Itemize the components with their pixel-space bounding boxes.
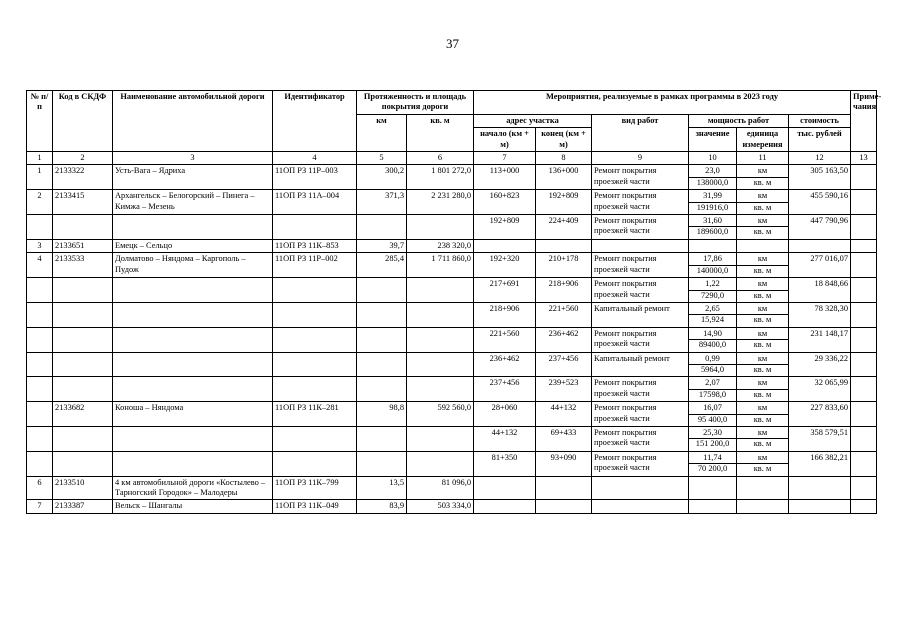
section-start-cell: 217+691 — [474, 278, 536, 303]
work-unit-cell — [737, 239, 789, 252]
work-unit-km: км — [757, 403, 768, 413]
road-name-cell: Усть-Вага – Ядриха — [113, 165, 273, 190]
row-number-cell: 1 — [27, 165, 53, 190]
work-unit-sqm: кв. м — [737, 265, 788, 276]
road-code-cell — [53, 327, 113, 352]
road-code-cell: 2133322 — [53, 165, 113, 190]
length-km-cell: 83,9 — [357, 500, 407, 513]
road-name-cell — [113, 302, 273, 327]
header-events: Мероприятия, реализуемые в рамках программы в 2023 году — [474, 91, 851, 115]
column-index-cell: 7 — [474, 152, 536, 165]
cost-cell: 455 590,16 — [789, 190, 851, 215]
cost-cell — [789, 476, 851, 500]
work-unit-cell — [737, 253, 789, 278]
area-sqm-cell — [407, 302, 474, 327]
section-end-cell: 93+090 — [536, 451, 592, 476]
identifier-cell: 11ОП РЗ 11Р–002 — [273, 253, 357, 278]
length-km-cell — [357, 426, 407, 451]
work-unit-sqm: кв. м — [737, 226, 788, 237]
row-number-cell: 4 — [27, 253, 53, 278]
table-row — [27, 426, 877, 451]
road-name-cell: Коноша – Няндома — [113, 402, 273, 427]
row-number-cell: 7 — [27, 500, 53, 513]
work-value-sqm: 138000,0 — [689, 177, 736, 188]
area-sqm-cell — [407, 377, 474, 402]
column-index-cell: 13 — [851, 152, 877, 165]
work-value-km: 2,65 — [705, 303, 720, 313]
work-unit-km: км — [757, 279, 768, 289]
notes-cell — [851, 377, 877, 402]
area-sqm-cell: 2 231 280,0 — [407, 190, 474, 215]
work-type-cell: Ремонт покрытия проезжей части — [592, 377, 689, 402]
work-unit-cell — [737, 352, 789, 377]
section-start-cell: 44+132 — [474, 426, 536, 451]
header-name: Наименование автомобильной дороги — [113, 91, 273, 152]
road-name-cell — [113, 215, 273, 240]
work-value-sqm: 189600,0 — [689, 226, 736, 237]
work-unit-cell — [737, 402, 789, 427]
area-sqm-cell: 1 801 272,0 — [407, 165, 474, 190]
section-start-cell: 81+350 — [474, 451, 536, 476]
section-start-cell — [474, 500, 536, 513]
section-end-cell: 69+433 — [536, 426, 592, 451]
work-value-sqm: 95 400,0 — [689, 414, 736, 425]
area-sqm-cell: 592 560,0 — [407, 402, 474, 427]
area-sqm-cell — [407, 352, 474, 377]
header-start: начало (км + м) — [474, 128, 536, 152]
header-sqm: кв. м — [407, 114, 474, 151]
work-unit-km: км — [757, 191, 768, 201]
length-km-cell — [357, 352, 407, 377]
work-value-km: 0,99 — [705, 353, 720, 363]
cost-cell — [789, 239, 851, 252]
work-unit-km: км — [757, 353, 768, 363]
notes-cell — [851, 426, 877, 451]
area-sqm-cell — [407, 451, 474, 476]
length-km-cell — [357, 327, 407, 352]
identifier-cell — [273, 278, 357, 303]
section-end-cell: 237+456 — [536, 352, 592, 377]
cost-cell: 277 016,07 — [789, 253, 851, 278]
section-end-cell — [536, 239, 592, 252]
road-code-cell: 2133415 — [53, 190, 113, 215]
column-index-row — [27, 152, 877, 165]
cost-cell: 231 148,17 — [789, 327, 851, 352]
work-value-sqm: 70 200,0 — [689, 463, 736, 474]
work-value-cell — [689, 402, 737, 427]
work-unit-cell — [737, 327, 789, 352]
work-type-cell: Ремонт покрытия проезжей части — [592, 165, 689, 190]
work-unit-km: км — [757, 452, 768, 462]
road-code-cell: 2133510 — [53, 476, 113, 500]
road-code-cell — [53, 302, 113, 327]
section-end-cell: 44+132 — [536, 402, 592, 427]
area-sqm-cell — [407, 215, 474, 240]
area-sqm-cell: 238 320,0 — [407, 239, 474, 252]
road-name-cell — [113, 426, 273, 451]
section-start-cell — [474, 239, 536, 252]
work-value-sqm: 5964,0 — [689, 364, 736, 375]
section-end-cell — [536, 500, 592, 513]
work-value-sqm: 191916,0 — [689, 202, 736, 213]
area-sqm-cell — [407, 426, 474, 451]
work-unit-sqm: кв. м — [737, 202, 788, 213]
identifier-cell — [273, 215, 357, 240]
table-row — [27, 165, 877, 190]
section-start-cell: 237+456 — [474, 377, 536, 402]
work-value-km: 31,60 — [703, 216, 722, 226]
header-code: Код в СКДФ — [53, 91, 113, 152]
notes-cell — [851, 352, 877, 377]
work-unit-sqm: кв. м — [737, 364, 788, 375]
row-number-cell — [27, 377, 53, 402]
road-code-cell: 2133533 — [53, 253, 113, 278]
work-type-cell: Ремонт покрытия проезжей части — [592, 451, 689, 476]
section-start-cell: 113+000 — [474, 165, 536, 190]
work-type-cell — [592, 239, 689, 252]
work-unit-sqm: кв. м — [737, 177, 788, 188]
work-unit-cell — [737, 190, 789, 215]
notes-cell — [851, 253, 877, 278]
header-capacity: мощность работ — [689, 114, 789, 127]
work-type-cell: Ремонт покрытия проезжей части — [592, 278, 689, 303]
work-type-cell: Капитальный ремонт — [592, 302, 689, 327]
road-code-cell — [53, 377, 113, 402]
work-value-cell — [689, 253, 737, 278]
road-name-cell: Вельск – Шангалы — [113, 500, 273, 513]
section-end-cell: 218+906 — [536, 278, 592, 303]
column-index-cell: 5 — [357, 152, 407, 165]
work-unit-cell — [737, 426, 789, 451]
work-type-cell: Капитальный ремонт — [592, 352, 689, 377]
work-unit-sqm: кв. м — [737, 314, 788, 325]
cost-cell: 29 336,22 — [789, 352, 851, 377]
road-name-cell: 4 км автомобильной дороги «Костылево – Тарногский Городок» – Малодеры — [113, 476, 273, 500]
cost-cell: 78 328,30 — [789, 302, 851, 327]
road-code-cell — [53, 215, 113, 240]
section-end-cell: 236+462 — [536, 327, 592, 352]
work-unit-cell — [737, 476, 789, 500]
length-km-cell — [357, 377, 407, 402]
table-row — [27, 451, 877, 476]
header-km: км — [357, 114, 407, 151]
road-code-cell — [53, 278, 113, 303]
work-unit-sqm: кв. м — [737, 438, 788, 449]
identifier-cell: 11ОП РЗ 11К–281 — [273, 402, 357, 427]
table-row — [27, 500, 877, 513]
table-row — [27, 253, 877, 278]
area-sqm-cell — [407, 278, 474, 303]
header-row — [27, 91, 877, 115]
work-type-cell: Ремонт покрытия проезжей части — [592, 327, 689, 352]
length-km-cell: 13,5 — [357, 476, 407, 500]
work-type-cell — [592, 476, 689, 500]
work-value-km: 1,22 — [705, 279, 720, 289]
length-km-cell — [357, 451, 407, 476]
work-type-cell: Ремонт покрытия проезжей части — [592, 190, 689, 215]
length-km-cell: 39,7 — [357, 239, 407, 252]
length-km-cell — [357, 278, 407, 303]
work-type-cell: Ремонт покрытия проезжей части — [592, 426, 689, 451]
notes-cell — [851, 239, 877, 252]
work-unit-km: км — [757, 166, 768, 176]
work-unit-cell — [737, 451, 789, 476]
section-start-cell — [474, 476, 536, 500]
identifier-cell — [273, 377, 357, 402]
column-index-cell: 1 — [27, 152, 53, 165]
row-number-cell — [27, 402, 53, 427]
row-number-cell — [27, 215, 53, 240]
notes-cell — [851, 165, 877, 190]
notes-cell — [851, 302, 877, 327]
identifier-cell: 11ОП РЗ 11К–853 — [273, 239, 357, 252]
work-value-cell — [689, 500, 737, 513]
section-start-cell: 192+809 — [474, 215, 536, 240]
section-end-cell: 221+560 — [536, 302, 592, 327]
work-unit-sqm: кв. м — [737, 290, 788, 301]
notes-cell — [851, 190, 877, 215]
work-value-sqm: 151 200,0 — [689, 438, 736, 449]
header-num: № п/п — [27, 91, 53, 152]
road-name-cell: Архангельск – Белогорский – Пинега – Кимжа – Мезень — [113, 190, 273, 215]
work-value-cell — [689, 215, 737, 240]
work-value-km: 11,74 — [703, 452, 722, 462]
work-value-sqm: 7290,0 — [689, 290, 736, 301]
work-value-cell — [689, 377, 737, 402]
work-type-cell: Ремонт покрытия проезжей части — [592, 215, 689, 240]
road-code-cell: 2133682 — [53, 402, 113, 427]
work-value-sqm: 140000,0 — [689, 265, 736, 276]
header-identifier: Идентификатор — [273, 91, 357, 152]
length-km-cell: 300,2 — [357, 165, 407, 190]
work-value-km: 16,07 — [703, 403, 722, 413]
work-value-cell — [689, 278, 737, 303]
identifier-cell — [273, 302, 357, 327]
work-value-cell — [689, 165, 737, 190]
section-start-cell: 236+462 — [474, 352, 536, 377]
section-start-cell: 192+320 — [474, 253, 536, 278]
column-index-cell: 11 — [737, 152, 789, 165]
work-value-km: 23,0 — [705, 166, 720, 176]
identifier-cell — [273, 451, 357, 476]
identifier-cell — [273, 327, 357, 352]
notes-cell — [851, 278, 877, 303]
column-index-cell: 4 — [273, 152, 357, 165]
area-sqm-cell: 503 334,0 — [407, 500, 474, 513]
work-value-sqm: 89400,0 — [689, 339, 736, 350]
header-notes: Приме-чания — [851, 91, 877, 152]
work-unit-cell — [737, 215, 789, 240]
section-end-cell: 192+809 — [536, 190, 592, 215]
section-start-cell: 221+560 — [474, 327, 536, 352]
section-end-cell: 136+000 — [536, 165, 592, 190]
length-km-cell: 98,8 — [357, 402, 407, 427]
row-number-cell — [27, 352, 53, 377]
section-end-cell: 210+178 — [536, 253, 592, 278]
page-number: 37 — [446, 36, 459, 51]
row-number-cell — [27, 327, 53, 352]
work-unit-sqm: кв. м — [737, 463, 788, 474]
road-name-cell: Емецк – Сельцо — [113, 239, 273, 252]
identifier-cell: 11ОП РЗ 11К–049 — [273, 500, 357, 513]
work-value-cell — [689, 352, 737, 377]
notes-cell — [851, 327, 877, 352]
work-value-cell — [689, 190, 737, 215]
column-index-cell: 9 — [592, 152, 689, 165]
table-row — [27, 215, 877, 240]
work-unit-km: км — [757, 328, 768, 338]
table-row — [27, 278, 877, 303]
column-index-cell: 2 — [53, 152, 113, 165]
work-unit-cell — [737, 500, 789, 513]
header-length: Протяженность и площадь покрытия дороги — [357, 91, 474, 115]
length-km-cell — [357, 215, 407, 240]
notes-cell — [851, 451, 877, 476]
table-row — [27, 352, 877, 377]
notes-cell — [851, 215, 877, 240]
section-start-cell: 28+060 — [474, 402, 536, 427]
work-value-km: 31,99 — [703, 191, 722, 201]
row-number-cell: 6 — [27, 476, 53, 500]
work-unit-km: км — [757, 427, 768, 437]
identifier-cell: 11ОП РЗ 11Р–003 — [273, 165, 357, 190]
length-km-cell — [357, 302, 407, 327]
column-index-cell: 3 — [113, 152, 273, 165]
identifier-cell — [273, 426, 357, 451]
column-index-cell: 10 — [689, 152, 737, 165]
length-km-cell: 371,3 — [357, 190, 407, 215]
road-code-cell — [53, 352, 113, 377]
section-end-cell: 224+409 — [536, 215, 592, 240]
cost-cell: 227 833,60 — [789, 402, 851, 427]
road-code-cell — [53, 451, 113, 476]
row-number-cell — [27, 302, 53, 327]
work-unit-km: км — [757, 303, 768, 313]
work-type-cell: Ремонт покрытия проезжей части — [592, 402, 689, 427]
work-unit-cell — [737, 302, 789, 327]
identifier-cell — [273, 352, 357, 377]
table-row — [27, 402, 877, 427]
cost-cell: 32 065,99 — [789, 377, 851, 402]
cost-cell: 166 382,21 — [789, 451, 851, 476]
roads-table — [26, 90, 882, 514]
section-end-cell — [536, 476, 592, 500]
work-type-cell: Ремонт покрытия проезжей части — [592, 253, 689, 278]
table-row — [27, 476, 877, 500]
row-number-cell: 2 — [27, 190, 53, 215]
work-unit-cell — [737, 165, 789, 190]
area-sqm-cell — [407, 327, 474, 352]
work-value-km: 25,30 — [703, 427, 722, 437]
work-value-km: 2,07 — [705, 378, 720, 388]
table-row — [27, 302, 877, 327]
row-number-cell — [27, 426, 53, 451]
work-value-cell — [689, 239, 737, 252]
section-start-cell: 218+906 — [474, 302, 536, 327]
cost-cell — [789, 500, 851, 513]
header-address: адрес участка — [474, 114, 592, 127]
road-code-cell — [53, 426, 113, 451]
header-cost-unit: тыс. рублей — [789, 128, 851, 152]
cost-cell: 18 848,66 — [789, 278, 851, 303]
road-name-cell — [113, 377, 273, 402]
table-row — [27, 239, 877, 252]
header-work-type: вид работ — [592, 114, 689, 151]
work-type-cell — [592, 500, 689, 513]
road-name-cell — [113, 352, 273, 377]
column-index-cell: 6 — [407, 152, 474, 165]
work-value-sqm: 15,924 — [689, 314, 736, 325]
area-sqm-cell: 81 096,0 — [407, 476, 474, 500]
header-cost: стоимость — [789, 114, 851, 127]
road-code-cell: 2133387 — [53, 500, 113, 513]
road-name-cell: Долматово – Няндома – Каргополь – Пудож — [113, 253, 273, 278]
notes-cell — [851, 476, 877, 500]
column-index-cell: 12 — [789, 152, 851, 165]
work-unit-km: км — [757, 378, 768, 388]
identifier-cell: 11ОП РЗ 11К–799 — [273, 476, 357, 500]
work-unit-cell — [737, 377, 789, 402]
notes-cell — [851, 402, 877, 427]
work-value-cell — [689, 476, 737, 500]
cost-cell: 305 163,50 — [789, 165, 851, 190]
section-start-cell: 160+823 — [474, 190, 536, 215]
identifier-cell: 11ОП РЗ 11А–004 — [273, 190, 357, 215]
notes-cell — [851, 500, 877, 513]
work-value-sqm: 17598,0 — [689, 389, 736, 400]
column-index-cell: 8 — [536, 152, 592, 165]
header-end: конец (км + м) — [536, 128, 592, 152]
table-row — [27, 190, 877, 215]
section-end-cell: 239+523 — [536, 377, 592, 402]
table-row — [27, 327, 877, 352]
work-unit-km: км — [757, 216, 768, 226]
work-value-cell — [689, 426, 737, 451]
road-code-cell: 2133651 — [53, 239, 113, 252]
work-value-km: 17,86 — [703, 254, 722, 264]
length-km-cell: 285,4 — [357, 253, 407, 278]
row-number-cell — [27, 451, 53, 476]
work-value-cell — [689, 302, 737, 327]
work-unit-sqm: кв. м — [737, 339, 788, 350]
work-value-cell — [689, 327, 737, 352]
work-value-cell — [689, 451, 737, 476]
header-value: значение — [689, 128, 737, 152]
road-name-cell — [113, 327, 273, 352]
header-unit: единица измерения — [737, 128, 789, 152]
road-name-cell — [113, 278, 273, 303]
table-row — [27, 377, 877, 402]
work-unit-km: км — [757, 254, 768, 264]
row-number-cell — [27, 278, 53, 303]
cost-cell: 358 579,51 — [789, 426, 851, 451]
cost-cell: 447 790,96 — [789, 215, 851, 240]
row-number-cell: 3 — [27, 239, 53, 252]
work-unit-sqm: кв. м — [737, 414, 788, 425]
area-sqm-cell: 1 711 860,0 — [407, 253, 474, 278]
work-unit-cell — [737, 278, 789, 303]
road-name-cell — [113, 451, 273, 476]
work-value-km: 14,90 — [703, 328, 722, 338]
work-unit-sqm: кв. м — [737, 389, 788, 400]
